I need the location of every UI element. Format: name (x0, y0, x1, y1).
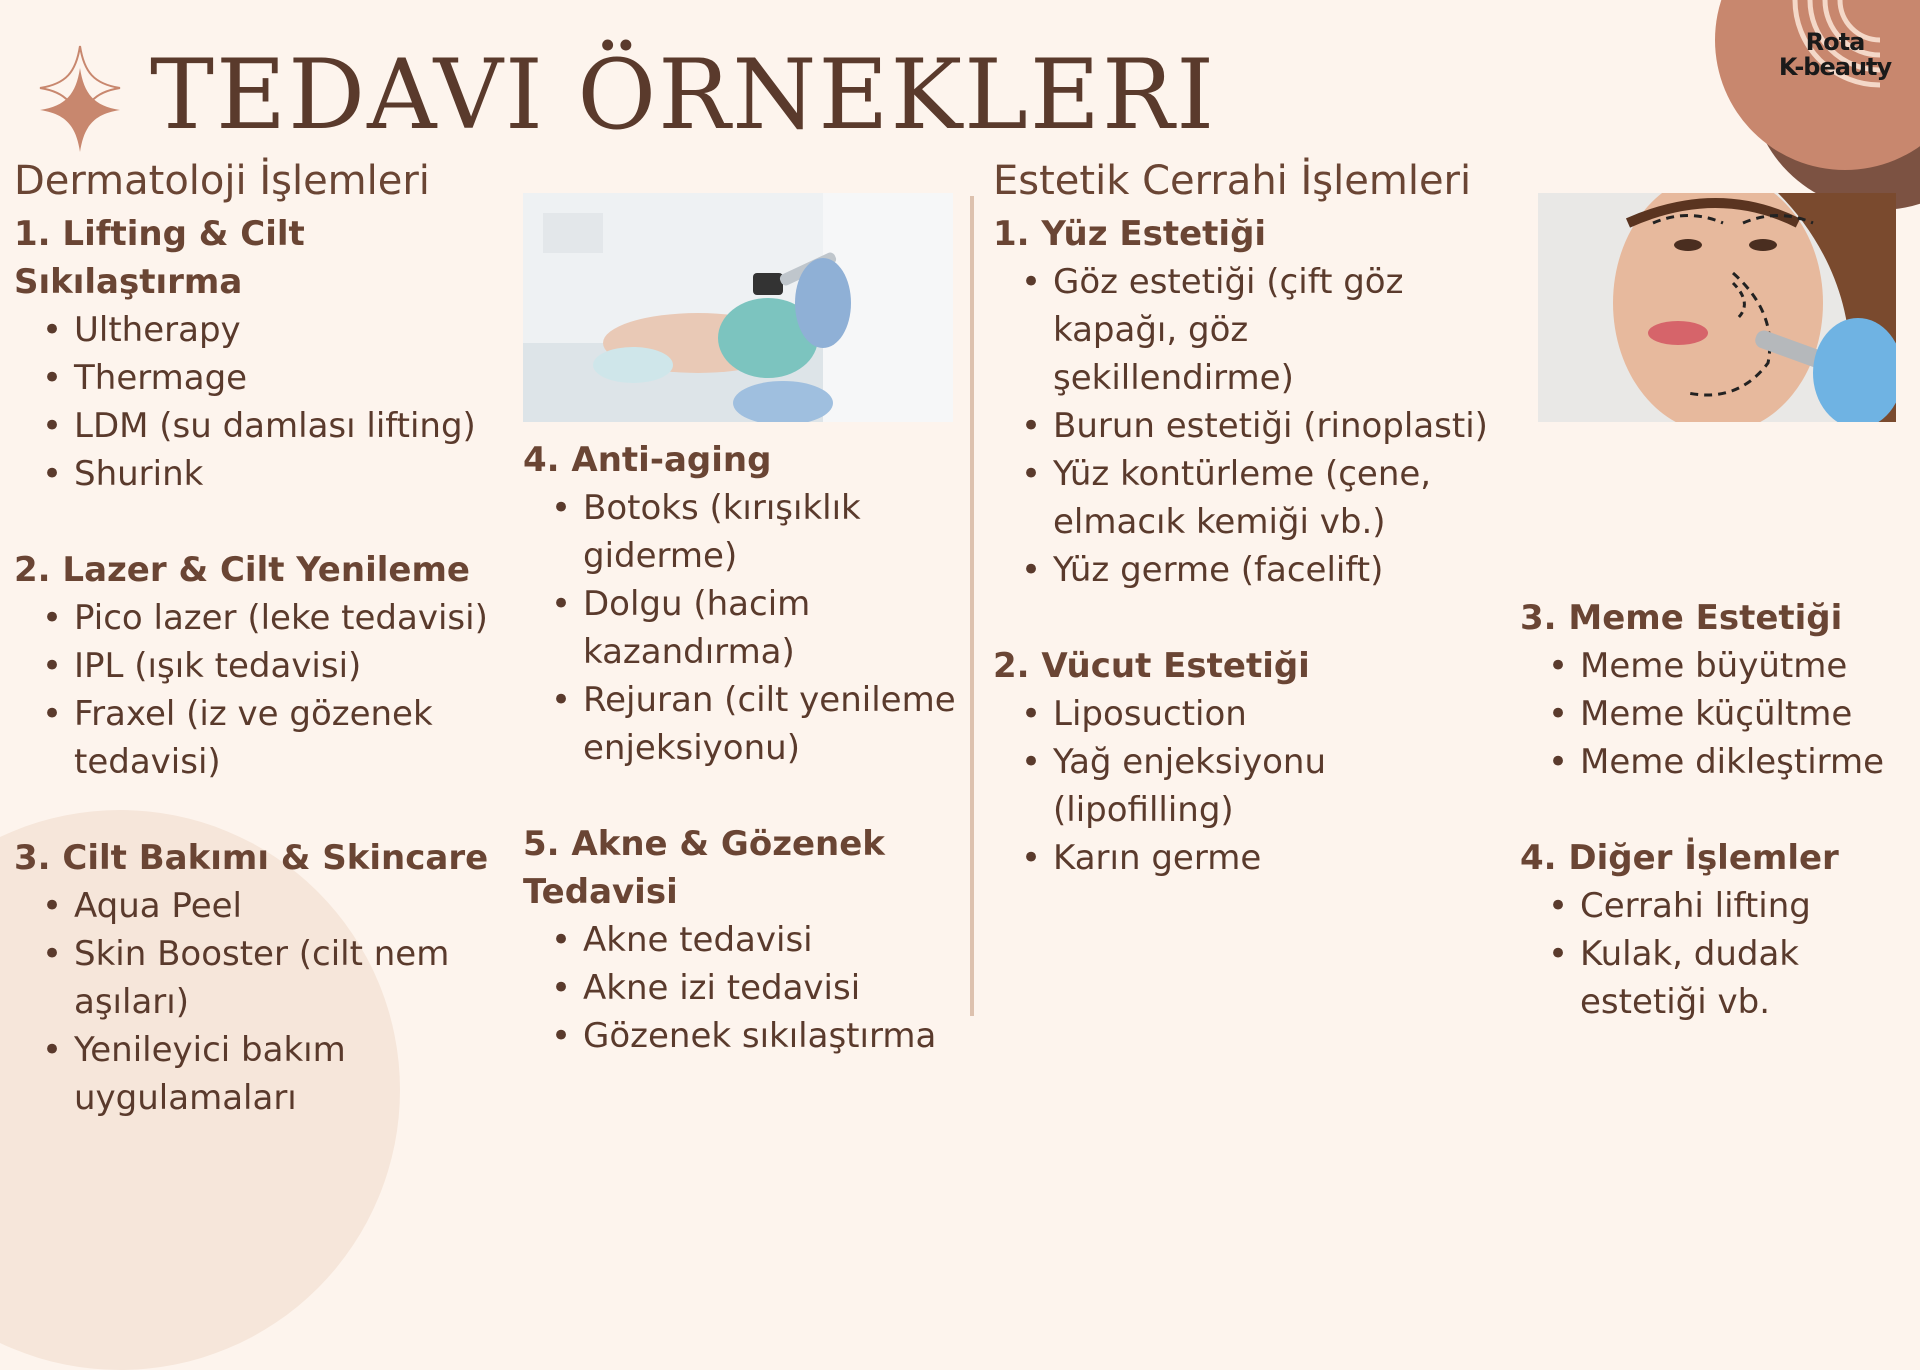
skincare-list (14, 882, 514, 1122)
list-item-line: Dolgu (hacim (583, 584, 811, 624)
group-title-anti-aging: 4. Anti-aging (523, 440, 772, 480)
list-item: • Meme dikleştirme (1580, 738, 1920, 786)
list-item-line: giderme) (583, 536, 738, 576)
anti-aging-list (523, 484, 973, 772)
list-item-line: uygulamaları (74, 1078, 297, 1118)
laser-list (14, 594, 514, 786)
group-title-skincare: 3. Cilt Bakımı & Skincare (14, 838, 489, 878)
surgery-column-2 (1520, 594, 1920, 1026)
list-item (74, 930, 514, 1026)
group-title-laser: 2. Lazer & Cilt Yenileme (14, 550, 470, 590)
breast-list (1520, 642, 1920, 786)
group-title-body: 2. Vücut Estetiği (993, 646, 1310, 686)
column-divider (970, 196, 974, 1016)
list-item-line: estetiği vb. (1580, 982, 1771, 1022)
list-item (74, 690, 514, 786)
brand-line-1: Rota (1805, 28, 1865, 56)
list-item-line: Rejuran (cilt yenileme (583, 680, 956, 720)
list-item-line: Yağ enjeksiyonu (1053, 742, 1327, 782)
list-item: • Burun estetiği (rinoplasti) (1053, 402, 1513, 450)
list-item-line: kazandırma) (583, 632, 795, 672)
list-item-line: kapağı, göz (1053, 310, 1249, 350)
brand-line-2: K-beauty (1778, 53, 1892, 81)
group-title-lifting: 1. Lifting & Cilt Sıkılaştırma (14, 214, 305, 302)
list-item (1053, 738, 1513, 834)
list-item: • Pico lazer (leke tedavisi) (74, 594, 514, 642)
list-item-line: (lipofilling) (1053, 790, 1234, 830)
list-item-line: Fraxel (iz ve gözenek (74, 694, 433, 734)
page-title: TEDAVI ÖRNEKLERI (150, 39, 1217, 151)
lifting-list (14, 306, 514, 498)
list-item: • Akne izi tedavisi (583, 964, 973, 1012)
body-list (993, 690, 1513, 882)
dermatology-column-2 (523, 436, 973, 1060)
other-list (1520, 882, 1920, 1026)
face-contour-photo (1538, 193, 1896, 422)
list-item-line: enjeksiyonu) (583, 728, 800, 768)
list-item: • Cerrahi lifting (1580, 882, 1920, 930)
surgery-heading: Estetik Cerrahi İşlemleri (993, 158, 1472, 204)
list-item: • IPL (ışık tedavisi) (74, 642, 514, 690)
list-item: • Meme büyütme (1580, 642, 1920, 690)
list-item-line: elmacık kemiği vb.) (1053, 502, 1386, 542)
list-item: • Thermage (74, 354, 514, 402)
dermatology-column (14, 156, 514, 1122)
list-item (74, 1026, 514, 1122)
face-treatment-photo (523, 193, 953, 422)
list-item (583, 484, 973, 580)
group-title-line: 5. Akne & Gözenek (523, 824, 885, 864)
list-item (583, 676, 973, 772)
sparkle-star-icon (38, 44, 122, 154)
list-item (1053, 258, 1513, 402)
list-item-line: Göz estetiği (çift göz (1053, 262, 1404, 302)
group-title-acne (523, 820, 973, 916)
list-item (583, 580, 973, 676)
list-item-line: Kulak, dudak (1580, 934, 1799, 974)
list-item: • Liposuction (1053, 690, 1513, 738)
list-item: • Meme küçültme (1580, 690, 1920, 738)
list-item: • Yüz germe (facelift) (1053, 546, 1513, 594)
list-item: • Aqua Peel (74, 882, 514, 930)
dermatology-heading: Dermatoloji İşlemleri (14, 158, 430, 204)
acne-list (523, 916, 973, 1060)
group-title-other: 4. Diğer İşlemler (1520, 838, 1839, 878)
list-item-line: Botoks (kırışıklık (583, 488, 861, 528)
list-item-line: aşıları) (74, 982, 189, 1022)
list-item (1580, 930, 1920, 1026)
list-item: • LDM (su damlası lifting) (74, 402, 514, 450)
surgery-column (993, 156, 1513, 882)
list-item (1053, 450, 1513, 546)
brand-logo (1770, 30, 1900, 80)
group-title-breast: 3. Meme Estetiği (1520, 598, 1843, 638)
face-list (993, 258, 1513, 594)
group-title-line: Tedavisi (523, 872, 678, 912)
list-item: • Shurink (74, 450, 514, 498)
list-item-line: Yenileyici bakım (74, 1030, 346, 1070)
list-item-line: şekillendirme) (1053, 358, 1294, 398)
list-item: • Ultherapy (74, 306, 514, 354)
list-item: • Karın germe (1053, 834, 1513, 882)
list-item-line: tedavisi) (74, 742, 221, 782)
list-item: • Akne tedavisi (583, 916, 973, 964)
list-item: • Gözenek sıkılaştırma (583, 1012, 973, 1060)
group-title-face: 1. Yüz Estetiği (993, 214, 1267, 254)
list-item-line: Yüz kontürleme (çene, (1053, 454, 1432, 494)
list-item-line: Skin Booster (cilt nem (74, 934, 450, 974)
